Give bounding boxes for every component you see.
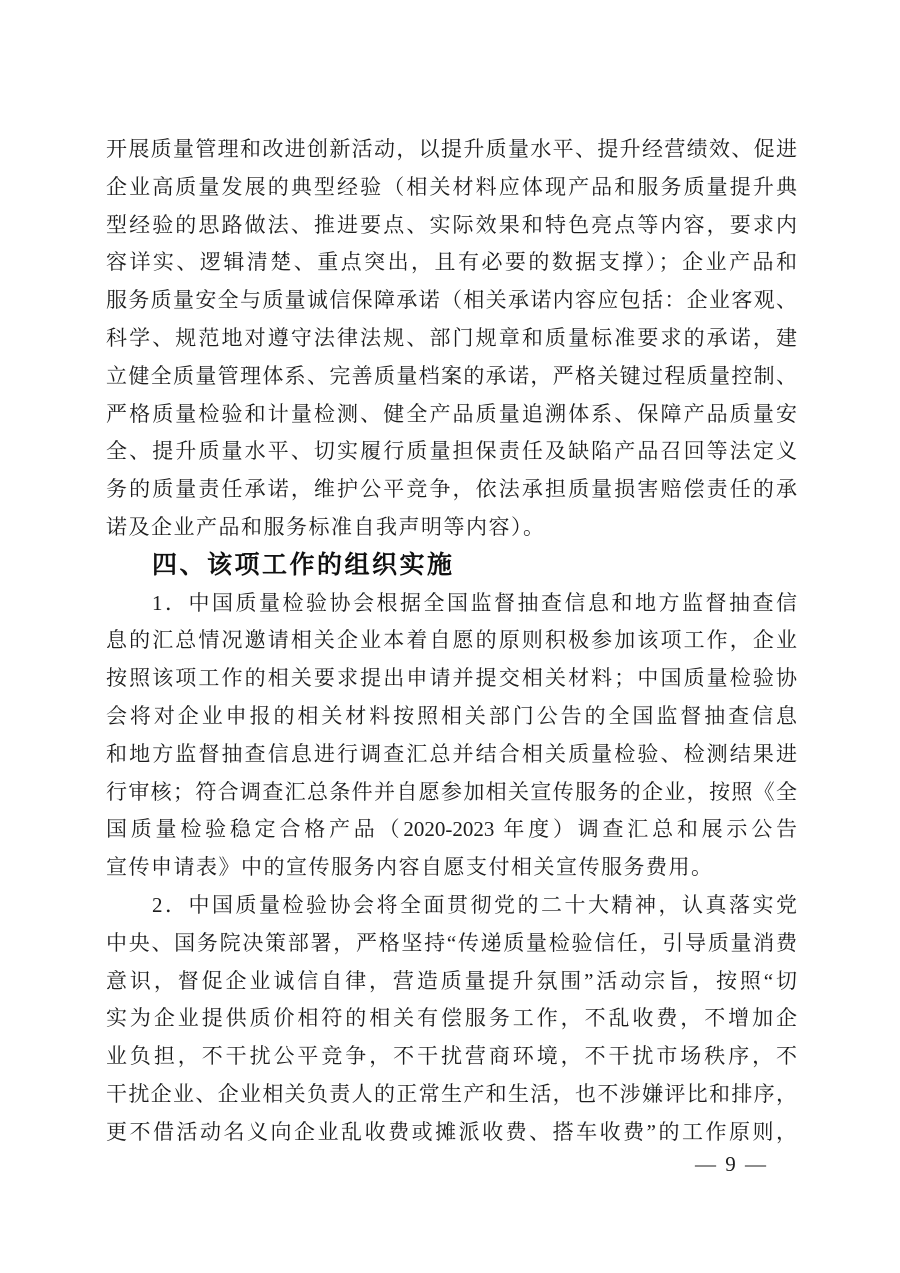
body-line: 全、提升质量水平、切实履行质量担保责任及缺陷产品召回等法定义: [106, 439, 797, 464]
body-line: 型经验的思路做法、推进要点、实际效果和特色亮点等内容，要求内: [106, 212, 797, 237]
body-line: 服务质量安全与质量诚信保障承诺（相关承诺内容应包括：企业客观、: [106, 288, 797, 313]
section-heading: 四、该项工作的组织实施: [152, 550, 455, 579]
body-line: 务的质量责任承诺，维护公平竞争，依法承担质量损害赔偿责任的承: [106, 477, 797, 502]
body-line: 诺及企业产品和服务标准自我声明等内容）。: [106, 514, 546, 539]
body-line: 和地方监督抽查信息进行调查汇总并结合相关质量检验、检测结果进: [106, 741, 797, 766]
body-line: 行审核；符合调查汇总条件并自愿参加相关宣传服务的企业，按照《全: [106, 779, 797, 804]
body-line: 容详实、逻辑清楚、重点突出，且有必要的数据支撑）；企业产品和: [106, 250, 797, 275]
body-line: 业负担，不干扰公平竞争，不干扰营商环境，不干扰市场秩序，不: [106, 1044, 797, 1069]
body-line: 1．中国质量检验协会根据全国监督抽查信息和地方监督抽查信: [152, 590, 797, 615]
body-line: 会将对企业申报的相关材料按照相关部门公告的全国监督抽查信息: [106, 703, 797, 728]
document-body: [106, 131, 797, 1152]
body-line: 严格质量检验和计量检测、健全产品质量追溯体系、保障产品质量安: [106, 401, 797, 426]
body-line: 意识，督促企业诚信自律，营造质量提升氛围”活动宗旨，按照“切: [106, 968, 797, 993]
body-line: 宣传申请表》中的宣传服务内容自愿支付相关宣传服务费用。: [106, 855, 714, 880]
body-line: 企业高质量发展的典型经验（相关材料应体现产品和服务质量提升典: [106, 174, 797, 199]
body-line: 2．中国质量检验协会将全面贯彻党的二十大精神，认真落实党: [152, 892, 797, 917]
body-line: 立健全质量管理体系、完善质量档案的承诺，严格关键过程质量控制、: [106, 363, 797, 388]
body-line: 开展质量管理和改进创新活动，以提升质量水平、提升经营绩效、促进: [106, 137, 797, 161]
body-line: 干扰企业、企业相关负责人的正常生产和生活，也不涉嫌评比和排序，: [106, 1081, 797, 1106]
body-line: 实为企业提供质价相符的相关有偿服务工作，不乱收费，不增加企: [106, 1006, 797, 1031]
body-line: 按照该项工作的相关要求提出申请并提交相关材料；中国质量检验协: [106, 666, 797, 691]
body-line: 科学、规范地对遵守法律法规、部门规章和质量标准要求的承诺，建: [106, 325, 797, 350]
page-number: — 9 —: [695, 1152, 768, 1176]
body-line: 更不借活动名义向企业乱收费或摊派收费、搭车收费”的工作原则，: [106, 1119, 797, 1144]
body-line: 国质量检验稳定合格产品（2020-2023 年度）调查汇总和展示公告: [106, 817, 797, 842]
body-line: 息的汇总情况邀请相关企业本着自愿的原则积极参加该项工作，企业: [106, 628, 797, 653]
body-line: 中央、国务院决策部署，严格坚持“传递质量检验信任，引导质量消费: [106, 930, 797, 955]
